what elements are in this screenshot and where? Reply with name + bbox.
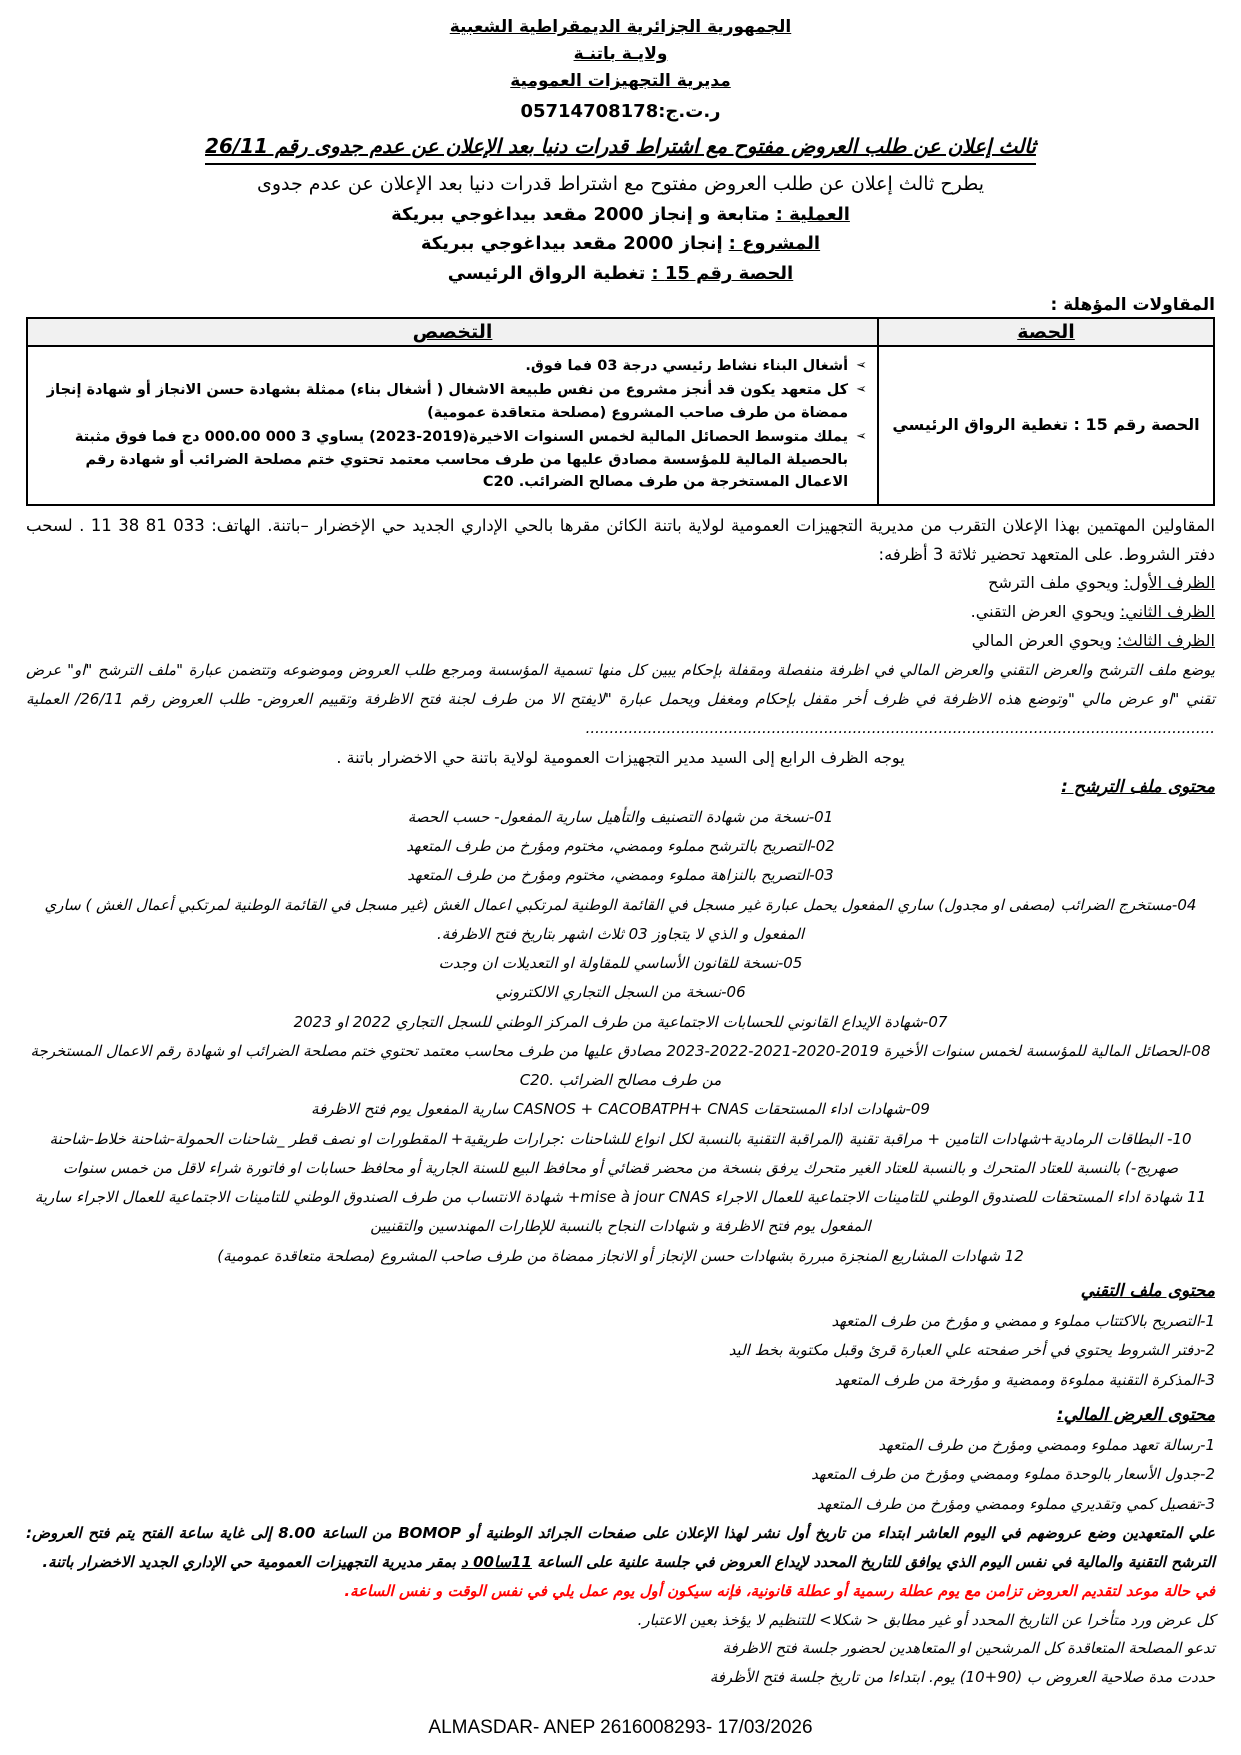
candidacy-file-heading: محتوى ملف الترشح : <box>1061 776 1215 797</box>
lot-line <box>26 259 1215 289</box>
submission-paragraph <box>26 1519 1215 1578</box>
project-line <box>26 229 1215 259</box>
specialty-bullet-2 <box>38 379 867 424</box>
candidacy-item: 07-شهادة الإيداع القانوني للحسابات الاجتماعية من طرف المركز الوطني للسجل التجاري 2022 او 2023 <box>293 1012 948 1031</box>
lot-cell: الحصة رقم 15 : تغطية الرواق الرئيسي <box>878 346 1214 505</box>
anep-footer: ALMASDAR- ANEP 2616008293- 17/03/2026 <box>428 1717 813 1738</box>
registry-number: ر.ت.ج:05714708178 <box>520 100 721 122</box>
financial-item: 2-جدول الأسعار بالوحدة مملوء وممضي ومؤرخ من طرف المتعهد <box>811 1465 1215 1484</box>
technical-item: 3-المذكرة التقنية مملوءة وممضية و مؤرخة من طرف المتعهد <box>834 1370 1215 1389</box>
candidacy-item: 01-نسخة من شهادة التصنيف والتأهيل سارية المفعول- حسب الحصة <box>407 807 834 826</box>
late-offer-note: كل عرض ورد متأخرا عن التاريخ المحدد أو غير مطابق < شكلا> للتنظيم لا يؤخذ بعين الاعتبار. <box>637 1610 1215 1629</box>
envelope-1-line <box>26 569 1215 598</box>
candidacy-item: 04-مستخرج الضرائب (مصفى او مجدول) ساري المفعول يحمل عبارة غير مسجل في القائمة الوطنية لمرتكبي اعمال الغش (غير مسجل في القائمة الوطنية لمرتكبي أعمال الغش ) ساري المفعول و الذي لا يتجاوز 03 ثلاث اشهر بتاريخ فتح الاظرفة. <box>44 895 1197 943</box>
title-line <box>26 126 1215 165</box>
validity-note: حددت مدة صلاحية العروض ب (90+10) يوم. ابتداءا من تاريخ جلسة فتح الأظرفة <box>709 1667 1215 1686</box>
specialty-cell <box>27 346 878 505</box>
approach-paragraph: المقاولين المهتمين بهذا الإعلان التقرب من مديرية التجهيزات العمومية لولاية باتنة الكائن مقرها بالحي الإداري الجديد حي الإخضرار –باتنة. الهاتف: 033 81 38 11 . لسحب دفتر الشروط. على المتعهد تحضير ثلاثة 3 أظرفه: <box>26 515 1215 564</box>
arrow-bullet-icon: ➢ <box>856 429 867 445</box>
envelope-2-label: الظرف الثاني: <box>1119 602 1215 622</box>
arrow-bullet-icon: ➢ <box>856 357 867 373</box>
lot-header-text: الحصة <box>1017 320 1075 343</box>
financial-offer-list <box>26 1431 1215 1519</box>
table-data-row <box>27 346 1214 505</box>
specialty-header-text: التخصص <box>412 320 493 343</box>
project-value: إنجاز 2000 مقعد بيداغوجي ببريكة <box>420 233 723 255</box>
wilaya-line <box>26 41 1215 68</box>
project-label: المشروع : <box>728 233 821 255</box>
envelope-3-label: الظرف الثالث: <box>1117 630 1215 650</box>
operation-label: العملية : <box>775 203 850 225</box>
fourth-envelope-line: يوجه الظرف الرابع إلى السيد مدير التجهيزات العمومية لولاية باتنة حي الاخضرار باتنة . <box>336 747 905 767</box>
candidacy-item: 10- البطاقات الرمادية+شهادات التامين + مراقبة تقنية (المراقبة التقنية بالنسبة لكل انواع للشاحنات :جرارات طريقية+ المقطورات او نصف قطر _شاحنات الحمولة-شاحنة خلاط-شاحنة صهريج-) بالنسبة للعتاد المتحرك و بالنسبة للعتاد الغير متحرك يرفق بنسخة من محضر قضائي أو محافظ البيع للسنة الجارية أو محافظ حسابات او فاتورة شراء لاقل من خمس سنوات <box>49 1129 1192 1177</box>
opening-time: 11سا00 د <box>461 1553 532 1572</box>
intro-line: يطرح ثالث إعلان عن طلب العروض مفتوح مع اشتراط قدرات دنيا بعد الإعلان عن عدم جدوى <box>256 173 984 196</box>
envelope-1-label: الظرف الأول: <box>1123 573 1215 593</box>
candidacy-item: 03-التصريح بالنزاهة مملوء وممضي، مختوم ومؤرخ من طرف المتعهد <box>407 866 834 885</box>
financial-item: 3-تفصيل كمي وتقديري مملوء وممضي ومؤرخ من طرف المتعهد <box>816 1494 1215 1513</box>
technical-item: 1-التصريح بالاكتتاب مملوء و ممضي و مؤرخ من طرف المتعهد <box>831 1312 1215 1331</box>
technical-file-list <box>26 1307 1215 1395</box>
invitation-note: تدعو المصلحة المتعاقدة كل المرشحين او المتعاهدين لحضور جلسة فتح الاظرفة <box>722 1639 1215 1658</box>
specialty-bullet-2-text: كل متعهد يكون قد أنجز مشروع من نفس طبيعة الاشغال ( أشغال بناء) ممثلة بشهادة حسن الانجاز أو شهادة إنجاز ممضاة من طرف صاحب المشروع (مصلحة متعاقدة عمومية) <box>46 382 849 421</box>
holiday-note: في حالة موعد لتقديم العروض تزامن مع يوم عطلة رسمية أو عطلة قانونية، فإنه سيكون أول يوم عمل يلي في نفس الوقت و نفس الساعة. <box>344 1582 1215 1601</box>
candidacy-item: 12 شهادات المشاريع المنجزة مبررة بشهادات حسن الإنجاز أو الانجاز ممضاة من طرف صاحب المشروع (مصلحة متعاقدة عمومية) <box>217 1246 1024 1265</box>
candidacy-item: 02-التصريح بالترشح مملوء وممضي، مختوم ومؤرخ من طرف المتعهد <box>406 837 835 856</box>
candidacy-file-list <box>26 803 1215 1271</box>
arrow-bullet-icon: ➢ <box>856 382 867 398</box>
submission-post-text: بمقر مديرية التجهيزات العمومية حي الإداري الجديد الاخضرار باتنة. <box>42 1553 462 1572</box>
republic-line <box>26 14 1215 41</box>
specialty-bullet-3 <box>38 426 867 493</box>
envelope-3-line <box>26 627 1215 656</box>
specialty-bullet-1 <box>38 355 867 377</box>
envelope-3-text: ويحوي العرض المالي <box>971 630 1113 650</box>
table-header-row <box>27 318 1214 346</box>
candidacy-item: 09-شهادات اداء المستحقات CASNOS + CACOBATPH+ CNAS سارية المفعول يوم فتح الاظرفة <box>311 1100 930 1119</box>
document-header <box>26 14 1215 289</box>
technical-file-heading: محتوى ملف التقني <box>1080 1280 1215 1301</box>
specialty-bullet-3-text: يملك متوسط الحصائل المالية لخمس السنوات الاخيرة(2019-2023) يساوي 3 000 000.00 دج فما فوق مثبتة بالحصيلة المالية للمؤسسة مصادق عليها من طرف محاسب معتمد تحتوي ختم مصلحة الضرائب أو شهادة رقم الاعمال المستخرجة من طرف مصالح الضرائب. C20 <box>74 429 849 491</box>
submission-pre-text: علي المتعهدين وضع عروضهم في اليوم العاشر ابتداء من تاريخ أول نشر لهذا الإعلان على صفحات الجرائد الوطنية أو BOMOP من الساعة 8.00 إلى غاية ساعة الفتح يتم فتح العروض: الترشح التقنية والمالية في نفس اليوم الذي يوافق للتاريخ المحدد لإيداع العروض في جلسة علنية على الساعة <box>26 1523 1215 1572</box>
specialty-bullet-1-text: أشغال البناء نشاط رئيسي درجة 03 فما فوق. <box>525 357 849 374</box>
wilaya-text: ولايـة باتنـة <box>573 44 668 65</box>
lot-label: الحصة رقم 15 : <box>651 263 794 285</box>
qualification-table <box>26 317 1215 506</box>
lot-value: تغطية الرواق الرئيسي <box>447 263 646 285</box>
candidacy-item: 08-الحصائل المالية للمؤسسة لخمس سنوات الأخيرة 2019-2020-2021-2022-2023 مصادق عليها من طرف محاسب معتمد تحتوي ختم مصلحة الضرائب او شهادة رقم الاعمال المستخرجة من طرف مصالح الضرائب .C20 <box>30 1041 1211 1090</box>
financial-item: 1-رسالة تعهد مملوء وممضي ومؤرخ من طرف المتعهد <box>878 1436 1215 1455</box>
directorate-line <box>26 68 1215 95</box>
packaging-paragraph: يوضع ملف الترشح والعرض التقني والعرض المالي في اظرفة منفصلة ومقفلة بإحكام يبين كل منها تسمية المؤسسة ومرجع طلب العروض وموضوعه وتتضمن عبارة "ملف الترشح "او" عرض تقني "او عرض مالي "وتوضع هذه الاظرفة في ظرف أخر مقفل بإحكام ومغفل ويحمل عبارة "لايفتح الا من طرف لجنة فتح الاظرفة وتقييم العروض- طلب العروض رقم 26/11/ العملية .................................................................................................................................... <box>26 660 1215 738</box>
directorate-text: مديرية التجهيزات العمومية <box>510 71 731 92</box>
candidacy-item: 11 شهادة اداء المستحقات للصندوق الوطني للتامينات الاجتماعية للعمال الاجراء mise à jour CNAS+ شهادة الانتساب من طرف الصندوق الوطني للتامينات الاجتماعية للعمال الاجراء سارية المفعول يوم فتح الاظرفة و شهادات النجاح بالنسبة للإطارات المهندسين والتقنيين <box>34 1188 1207 1236</box>
candidacy-item: 05-نسخة للقانون الأساسي للمقاولة او التعديلات ان وجدت <box>438 954 803 973</box>
technical-item: 2-دفتر الشروط يحتوي في أخر صفحته علي العبارة قرئ وقبل مكتوبة بخط اليد <box>728 1341 1215 1360</box>
operation-value: متابعة و إنجاز 2000 مقعد بيداغوجي ببريكة <box>391 203 770 225</box>
candidacy-item: 06-نسخة من السجل التجاري الالكتروني <box>495 983 746 1002</box>
envelope-1-text: ويحوي ملف الترشح <box>988 573 1119 593</box>
qualified-contractors-label: المقاولات المؤهلة : <box>1050 294 1215 315</box>
republic-text: الجمهورية الجزائرية الديمقراطية الشعبية <box>449 17 792 37</box>
envelope-2-line <box>26 598 1215 627</box>
lot-header-cell <box>878 318 1214 346</box>
page-title: ثالث إعلان عن طلب العروض مفتوح مع اشتراط قدرات دنيا بعد الإعلان عن عدم جدوى رقم 26/11 <box>205 130 1036 165</box>
envelope-2-text: ويحوي العرض التقني. <box>970 602 1115 622</box>
financial-offer-heading: محتوى العرض المالي: <box>1056 1404 1215 1425</box>
operation-line <box>26 200 1215 230</box>
specialty-header-cell <box>27 318 878 346</box>
